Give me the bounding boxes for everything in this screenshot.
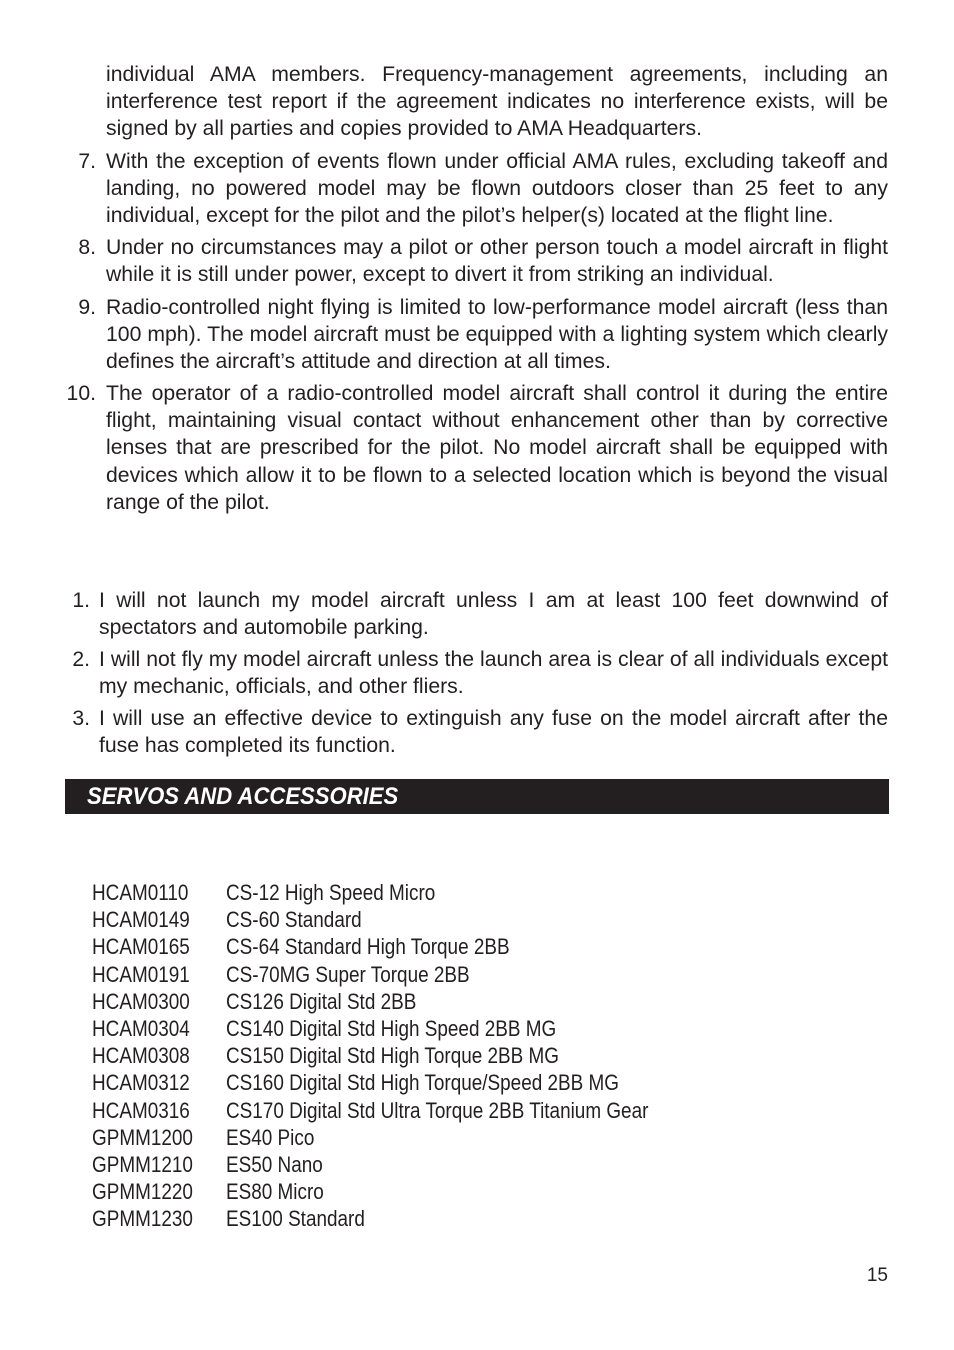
servo-code: GPMM1210 xyxy=(92,1151,193,1177)
servo-code: HCAM0308 xyxy=(92,1043,190,1069)
servo-description: CS140 Digital Std High Speed 2BB MG xyxy=(226,1015,557,1041)
servo-code: HCAM0110 xyxy=(92,880,189,905)
servo-code: HCAM0300 xyxy=(92,988,190,1014)
launch-rule-text: I will not fly my model aircraft unless the launch area is clear of all individuals except my mechanic, officials, and other fliers. xyxy=(99,648,888,699)
rule-text: The operator of a radio-controlled model aircraft shall control it during the entire flight, maintaining visual contact without enhancement other than by corrective lenses that are prescribed for the pilot. No model aircraft shall be equipped with devices which allow it to be flown to a selected location which is beyond the visual range of the pilot. xyxy=(106,382,888,514)
rule-number: 10. xyxy=(66,382,96,405)
servo-description: CS-64 Standard High Torque 2BB xyxy=(226,934,510,960)
launch-rule-number: 3. xyxy=(72,707,90,730)
servo-code: HCAM0316 xyxy=(92,1097,190,1123)
rule-text: Under no circumstances may a pilot or other person touch a model aircraft in flight while it is still under power, except to divert it from striking an individual. xyxy=(106,236,888,287)
rule-number: 8. xyxy=(78,236,96,259)
rule-number: 9. xyxy=(78,296,96,319)
servo-code: HCAM0165 xyxy=(92,934,190,960)
servo-code: HCAM0149 xyxy=(92,907,190,933)
section-title: SERVOS AND ACCESSORIES xyxy=(87,783,399,810)
launch-rule-number: 1. xyxy=(72,589,90,612)
section-banner xyxy=(65,779,889,814)
servo-description: CS160 Digital Std High Torque/Speed 2BB MG xyxy=(226,1070,619,1096)
rule-text: With the exception of events flown under official AMA rules, excluding takeoff and landing, no powered model may be flown outdoors closer than 25 feet to any individual, except for the pilot and the pilot’s helper(s) located at the flight line. xyxy=(106,150,888,228)
servo-code: HCAM0304 xyxy=(92,1015,190,1041)
servo-description: CS126 Digital Std 2BB xyxy=(226,988,417,1014)
page-number: 15 xyxy=(866,1265,888,1286)
servo-description: ES80 Micro xyxy=(226,1179,324,1205)
servo-code: HCAM0312 xyxy=(92,1070,190,1096)
servo-code: HCAM0191 xyxy=(92,961,190,987)
servo-description: ES50 Nano xyxy=(226,1151,323,1177)
launch-rule-text: I will use an effective device to extinguish any fuse on the model aircraft after the fuse has completed its function. xyxy=(99,707,888,758)
servo-description: ES40 Pico xyxy=(226,1124,315,1150)
servo-description: CS-70MG Super Torque 2BB xyxy=(226,961,470,987)
launch-rule-text: I will not launch my model aircraft unless I am at least 100 feet downwind of spectators and automobile parking. xyxy=(99,589,888,640)
servo-description: CS170 Digital Std Ultra Torque 2BB Titanium Gear xyxy=(226,1097,649,1123)
servo-code: GPMM1200 xyxy=(92,1124,193,1150)
continuation-paragraph: individual AMA members. Frequency-management agreements, including an interference test report if the agreement indicates no interference exists, will be signed by all parties and copies provided to AMA Headquarters. xyxy=(106,63,888,141)
rule-number: 7. xyxy=(78,150,96,173)
rule-text: Radio-controlled night flying is limited to low-performance model aircraft (less than 100 mph). The model aircraft must be equipped with a lighting system which clearly defines the aircraft’s attitude and direction at all times. xyxy=(106,296,888,374)
servo-description: CS-60 Standard xyxy=(226,907,362,933)
servo-description: CS150 Digital Std High Torque 2BB MG xyxy=(226,1043,560,1069)
servo-code: GPMM1230 xyxy=(92,1206,193,1232)
servo-description: CS-12 High Speed Micro xyxy=(226,880,436,905)
launch-rule-number: 2. xyxy=(72,648,90,671)
servo-description: ES100 Standard xyxy=(226,1206,365,1232)
servo-code: GPMM1220 xyxy=(92,1179,193,1205)
